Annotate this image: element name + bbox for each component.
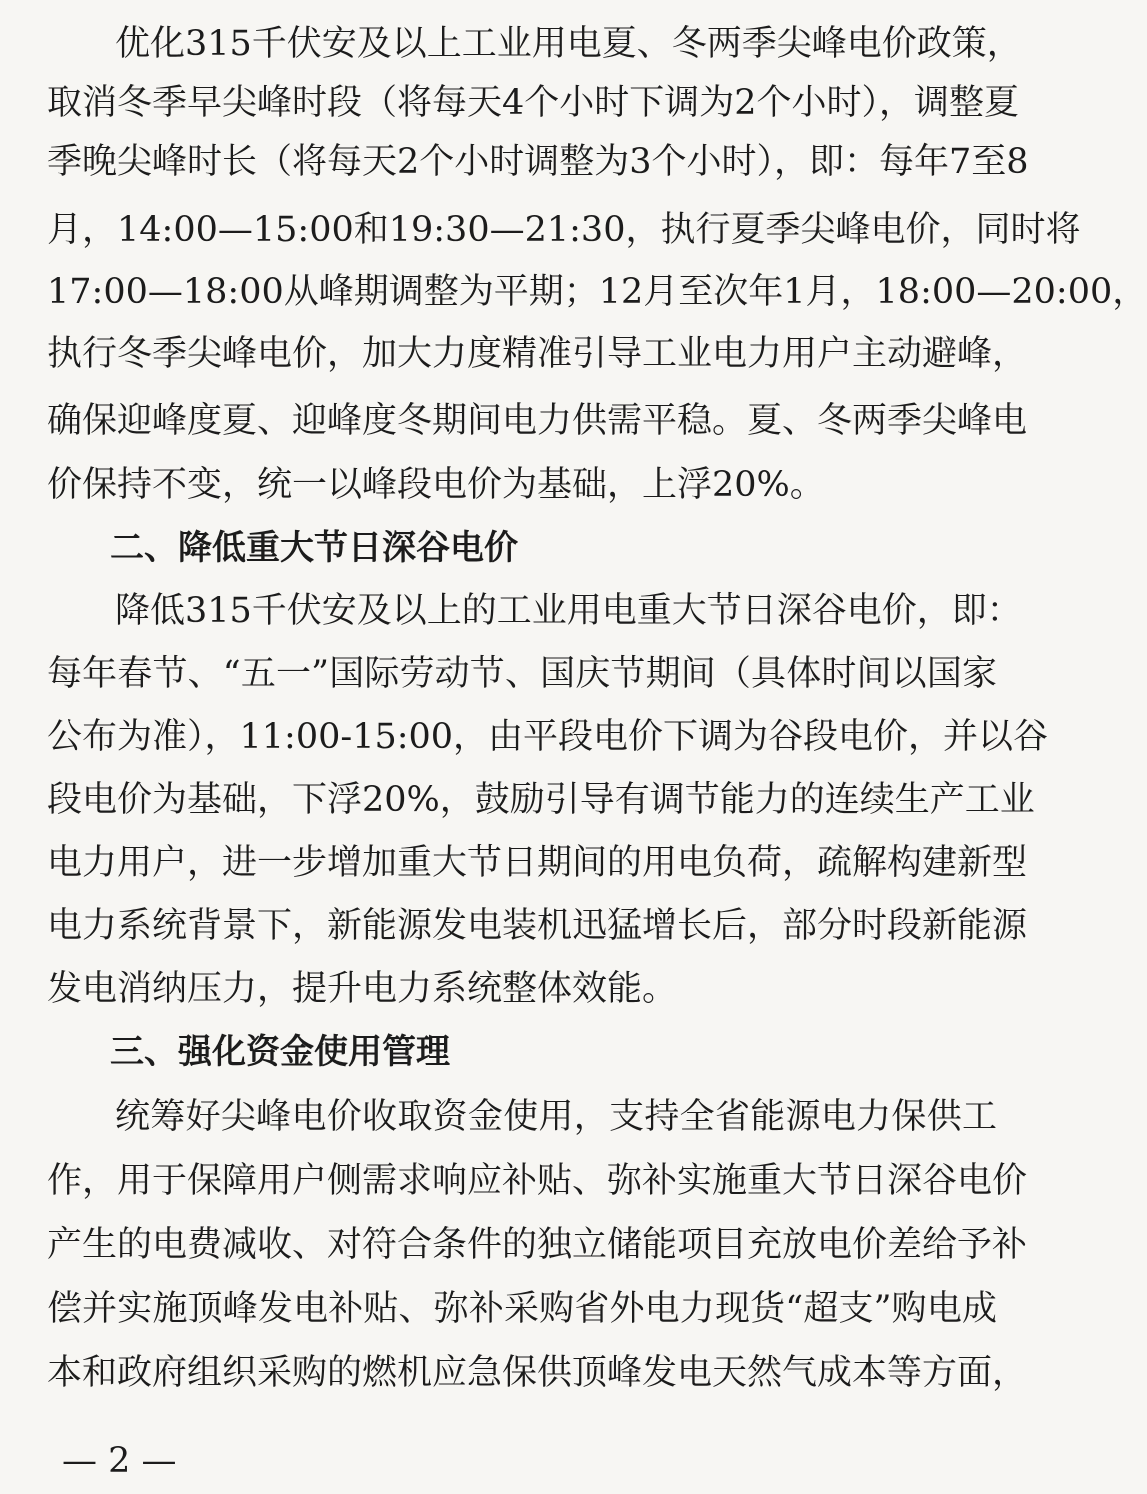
paragraph-line: 取消冬季早尖峰时段（将每天4个小时下调为2个小时），调整夏 [47, 83, 1020, 123]
section-heading: 三、强化资金使用管理 [110, 1032, 450, 1072]
paragraph-line: 17:00—18:00从峰期调整为平期；12月至次年1月，18:00—20:00， [47, 272, 1147, 312]
paragraph-line: 价保持不变，统一以峰段电价为基础，上浮20%。 [47, 465, 825, 505]
paragraph-line: 本和政府组织采购的燃机应急保供顶峰发电天然气成本等方面， [47, 1353, 1028, 1393]
paragraph-line: 确保迎峰度夏、迎峰度冬期间电力供需平稳。夏、冬两季尖峰电 [47, 401, 1028, 441]
paragraph-line: 月，14:00—15:00和19:30—21:30，执行夏季尖峰电价，同时将 [47, 210, 1081, 250]
paragraph-line: 公布为准），11:00-15:00，由平段电价下调为谷段电价，并以谷 [47, 717, 1049, 757]
paragraph-line: 电力系统背景下，新能源发电装机迅猛增长后，部分时段新能源 [47, 906, 1028, 946]
paragraph-line: 每年春节、“五一”国际劳动节、国庆节期间（具体时间以国家 [47, 654, 997, 694]
paragraph-line: 段电价为基础，下浮20%，鼓励引导有调节能力的连续生产工业 [47, 780, 1035, 820]
page-number: — 2 — [62, 1441, 177, 1481]
paragraph-line: 执行冬季尖峰电价，加大力度精准引导工业电力用户主动避峰， [47, 334, 1028, 374]
paragraph-line: 偿并实施顶峰发电补贴、弥补采购省外电力现货“超支”购电成 [47, 1289, 997, 1329]
paragraph-line: 统筹好尖峰电价收取资金使用，支持全省能源电力保供工 [115, 1097, 997, 1137]
paragraph-line: 作，用于保障用户侧需求响应补贴、弥补实施重大节日深谷电价 [47, 1161, 1028, 1201]
paragraph-line: 电力用户，进一步增加重大节日期间的用电负荷，疏解构建新型 [47, 843, 1028, 883]
paragraph-line: 降低315千伏安及以上的工业用电重大节日深谷电价，即： [115, 591, 1022, 631]
section-heading: 二、降低重大节日深谷电价 [110, 528, 518, 568]
paragraph-line: 季晚尖峰时长（将每天2个小时调整为3个小时），即：每年7至8 [47, 142, 1029, 182]
paragraph-line: 发电消纳压力，提升电力系统整体效能。 [47, 969, 678, 1009]
paragraph-line: 产生的电费减收、对符合条件的独立储能项目充放电价差给予补 [47, 1225, 1028, 1265]
paragraph-line: 优化315千伏安及以上工业用电夏、冬两季尖峰电价政策， [115, 24, 1022, 64]
